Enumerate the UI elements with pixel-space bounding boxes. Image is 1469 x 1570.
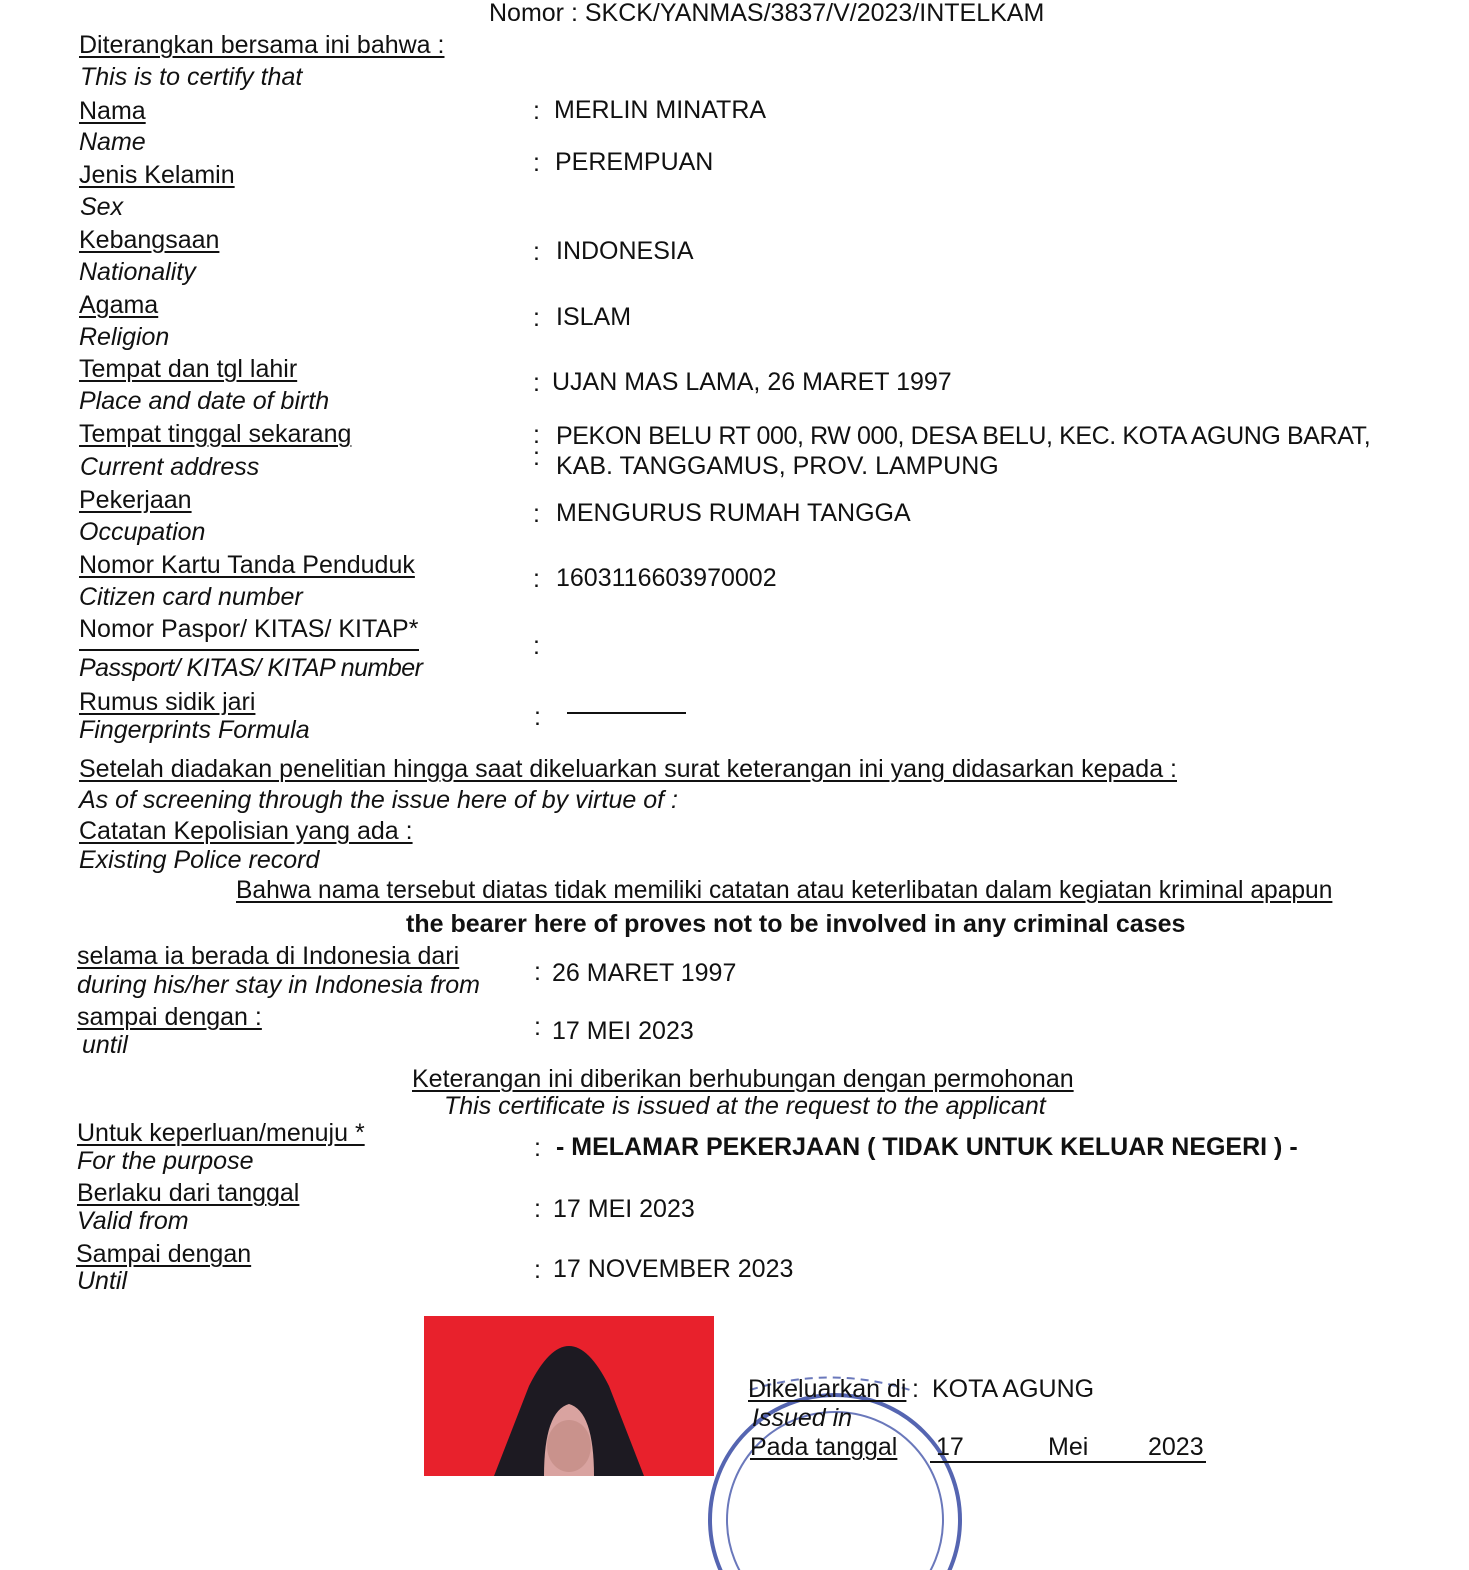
- field-value-line2: KAB. TANGGAMUS, PROV. LAMPUNG: [556, 452, 999, 480]
- field-value: PEKON BELU RT 000, RW 000, DESA BELU, KEC. KOTA AGUNG BARAT,: [556, 422, 1371, 450]
- issued-month: Mei: [1048, 1433, 1089, 1461]
- intro-en: This is to certify that: [80, 63, 303, 91]
- colon: :: [912, 1375, 919, 1403]
- colon: :: [534, 1256, 541, 1284]
- issued-place-value: KOTA AGUNG: [932, 1375, 1095, 1403]
- field-label-en: Sex: [80, 193, 124, 221]
- issued-note-id: Keterangan ini diberikan berhubungan dengan permohonan: [412, 1065, 1074, 1093]
- colon: : :: [533, 421, 540, 471]
- purpose-value: 17 NOVEMBER 2023: [553, 1255, 794, 1283]
- colon: :: [533, 565, 540, 593]
- issued-place-label: Dikeluarkan di: [748, 1375, 907, 1403]
- person-silhouette-icon: [424, 1316, 714, 1476]
- issued-in-label: Issued in: [752, 1404, 853, 1432]
- field-value: PEREMPUAN: [555, 148, 714, 176]
- date-underline: [930, 1461, 1206, 1463]
- colon: :: [534, 1195, 541, 1223]
- colon: :: [533, 304, 540, 332]
- issued-year: 2023: [1148, 1433, 1204, 1461]
- field-value: ISLAM: [556, 303, 632, 331]
- field-label-en: Fingerprints Formula: [79, 716, 310, 744]
- purpose-label-en: Until: [77, 1267, 128, 1295]
- stay-value: 17 MEI 2023: [552, 1017, 694, 1045]
- field-label-id: Kebangsaan: [79, 226, 220, 254]
- stay-label-en: during his/her stay in Indonesia from: [77, 971, 480, 999]
- applicant-photo: [424, 1316, 714, 1476]
- stay-label-id: selama ia berada di Indonesia dari: [77, 942, 460, 970]
- police-record-en: Existing Police record: [79, 846, 320, 874]
- field-label-en: Citizen card number: [79, 583, 303, 611]
- field-label-id: Nomor Kartu Tanda Penduduk: [79, 551, 415, 579]
- field-label-id: Tempat tinggal sekarang: [79, 420, 352, 448]
- screening-id: Setelah diadakan penelitian hingga saat dikeluarkan surat keterangan ini yang didasarkan kepada :: [79, 755, 1177, 783]
- colon: :: [533, 238, 540, 266]
- colon: :: [533, 97, 540, 125]
- purpose-value: 17 MEI 2023: [553, 1195, 695, 1223]
- issued-day: 17: [936, 1433, 964, 1461]
- statement-id: Bahwa nama tersebut diatas tidak memiliki catatan atau keterlibatan dalam kegiatan kriminal apapun: [236, 877, 1333, 904]
- intro-id: Diterangkan bersama ini bahwa :: [79, 31, 445, 59]
- field-label-en: Place and date of birth: [79, 387, 330, 415]
- screening-en: As of screening through the issue here of by virtue of :: [79, 786, 678, 814]
- issued-note-en: This certificate is issued at the request to the applicant: [444, 1092, 1046, 1120]
- purpose-label-en: Valid from: [77, 1207, 189, 1235]
- field-label-en: Passport/ KITAS/ KITAP number: [79, 654, 423, 682]
- purpose-label-id: Berlaku dari tanggal: [77, 1179, 300, 1207]
- stay-value: 26 MARET 1997: [552, 959, 737, 987]
- field-label-id: Pekerjaan: [79, 486, 192, 514]
- label-divider: [79, 649, 419, 651]
- field-label-id: Agama: [79, 291, 159, 319]
- colon: :: [533, 369, 540, 397]
- purpose-label-id: Sampai dengan: [76, 1240, 252, 1268]
- purpose-label-id: Untuk keperluan/menuju *: [77, 1119, 365, 1147]
- field-label-id: Tempat dan tgl lahir: [79, 355, 298, 383]
- field-value: MENGURUS RUMAH TANGGA: [556, 499, 911, 527]
- colon: :: [533, 500, 540, 528]
- field-label-id: Nomor Paspor/ KITAS/ KITAP*: [79, 615, 419, 643]
- document-number: Nomor : SKCK/YANMAS/3837/V/2023/INTELKAM: [489, 0, 1045, 27]
- colon: :: [534, 1013, 541, 1041]
- field-value: INDONESIA: [556, 237, 694, 265]
- blank-line: [567, 712, 686, 714]
- issued-date-label: Pada tanggal: [750, 1433, 898, 1461]
- colon: :: [534, 1134, 541, 1162]
- field-label-en: Occupation: [79, 518, 206, 546]
- field-value: UJAN MAS LAMA, 26 MARET 1997: [552, 368, 952, 396]
- statement-en: the bearer here of proves not to be involved in any criminal cases: [406, 910, 1186, 938]
- field-label-id: Nama: [79, 97, 146, 125]
- purpose-label-en: For the purpose: [77, 1147, 254, 1175]
- purpose-value: - MELAMAR PEKERJAAN ( TIDAK UNTUK KELUAR NEGERI ) -: [556, 1133, 1298, 1161]
- field-value: 1603116603970002: [556, 564, 777, 592]
- field-label-id: Jenis Kelamin: [79, 161, 235, 189]
- field-label-en: Current address: [80, 453, 260, 481]
- field-label-id: Rumus sidik jari: [79, 688, 256, 716]
- field-label-en: Religion: [79, 323, 170, 351]
- stay-label-id: sampai dengan :: [77, 1003, 262, 1031]
- field-value: MERLIN MINATRA: [554, 96, 767, 124]
- colon: :: [534, 958, 541, 986]
- field-label-en: Nationality: [79, 258, 196, 286]
- colon: :: [533, 632, 540, 660]
- police-record-id: Catatan Kepolisian yang ada :: [79, 817, 413, 845]
- field-label-en: Name: [79, 128, 146, 156]
- colon: :: [533, 149, 540, 177]
- stay-label-en: until: [82, 1031, 128, 1059]
- colon: :: [534, 703, 541, 731]
